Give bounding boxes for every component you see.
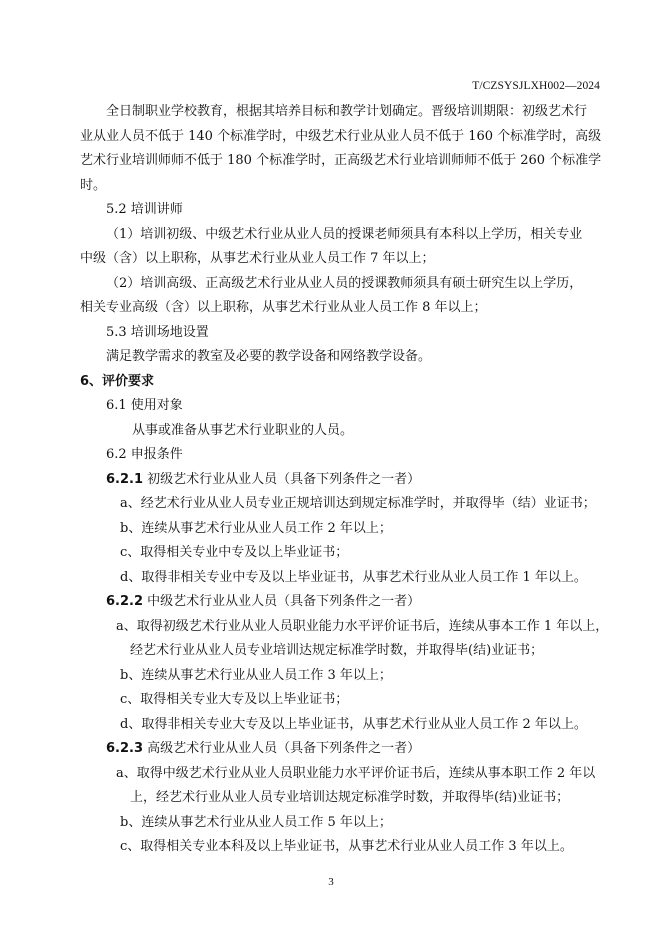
list-item: c、取得相关专业本科及以上毕业证书，从事艺术行业从业人员工作 3 年以上。 <box>120 839 573 854</box>
paragraph-line: （1）培训初级、中级艺术行业从业人员的授课老师须具有本科以上学历，相关专业 <box>106 226 583 242</box>
paragraph-line: 相关专业高级（含）以上职称，从事艺术行业从业人员工作 8 年以上； <box>80 300 487 315</box>
subsection-heading-6-2-3 <box>80 737 586 762</box>
section-heading-6-1: 6.1 使用对象 <box>106 398 183 413</box>
paragraph-line: 艺术行业培训师师不低于 180 个标准学时，正高级艺术行业培训师师不低于 260 个标准学 <box>80 153 602 168</box>
list-item: d、取得非相关专业中专及以上毕业证书，从事艺术行业从业人员工作 1 年以上。 <box>120 569 587 585</box>
page-number: 3 <box>328 876 334 888</box>
section-heading-5-2: 5.2 培训讲师 <box>106 202 183 217</box>
document-body <box>80 100 609 860</box>
list-item: c、取得相关专业中专及以上毕业证书； <box>120 545 349 560</box>
subsection-title: 中级艺术行业从业人员（具备下列条件之一者） <box>143 594 421 609</box>
paragraph-line: 从事或准备从事艺术行业职业的人员。 <box>132 422 354 438</box>
section-heading-5-3: 5.3 培训场地设置 <box>106 324 209 340</box>
subsection-title: 初级艺术行业从业人员（具备下列条件之一者） <box>143 471 421 487</box>
subsection-heading-6-2-1 <box>80 468 586 493</box>
subsection-number: 6.2.1 <box>106 471 144 487</box>
list-item: a、取得中级艺术行业从业人员职业能力水平评价证书后，连续从事本职工作 2 年以 <box>116 765 596 781</box>
subsection-number: 6.2.2 <box>106 594 144 609</box>
list-item: c、取得相关专业大专及以上毕业证书； <box>120 692 349 707</box>
list-item: a、取得初级艺术行业从业人员职业能力水平评价证书后，连续从事本工作 1 年以上， <box>116 618 609 634</box>
list-item-continuation: 上，经艺术行业从业人员专业培训达规定标准学时数，并取得毕(结)业证书； <box>130 790 570 805</box>
paragraph-line: 满足教学需求的教室及必要的教学设备和网络教学设备。 <box>106 349 432 364</box>
document-code-header: T/CZSYSJLXH002—2024 <box>472 80 600 92</box>
paragraph-line: （2）培训高级、正高级艺术行业从业人员的授课教师须具有硕士研究生以上学历， <box>106 275 583 291</box>
section-heading-6-2: 6.2 申报条件 <box>106 447 183 462</box>
list-item: a、经艺术行业从业人员专业正规培训达到规定标准学时，并取得毕（结）业证书； <box>120 496 596 511</box>
section-heading-6: 6、评价要求 <box>80 373 155 389</box>
paragraph-line: 全日制职业学校教育，根据其培养目标和教学计划确定。晋级培训期限：初级艺术行 <box>106 104 588 119</box>
paragraph-line: 业从业人员不低于 140 个标准学时，中级艺术行业从业人员不低于 160 个标准学时，高级 <box>80 128 602 144</box>
list-item: d、取得非相关专业大专及以上毕业证书，从事艺术行业从业人员工作 2 年以上。 <box>120 716 587 732</box>
list-item: b、连续从事艺术行业从业人员工作 2 年以上； <box>120 520 392 536</box>
subsection-title: 高级艺术行业从业人员（具备下列条件之一者） <box>143 741 421 756</box>
subsection-number: 6.2.3 <box>106 741 144 756</box>
list-item-continuation: 经艺术行业从业人员专业培训达规定标准学时数，并取得毕(结)业证书； <box>130 643 544 658</box>
subsection-heading-6-2-2 <box>80 590 586 615</box>
paragraph-line: 中级（含）以上职称，从事艺术行业从业人员工作 7 年以上； <box>80 251 435 266</box>
list-item: b、连续从事艺术行业从业人员工作 5 年以上； <box>120 814 392 830</box>
paragraph-line: 时。 <box>80 177 107 193</box>
list-item: b、连续从事艺术行业从业人员工作 3 年以上； <box>120 667 392 683</box>
